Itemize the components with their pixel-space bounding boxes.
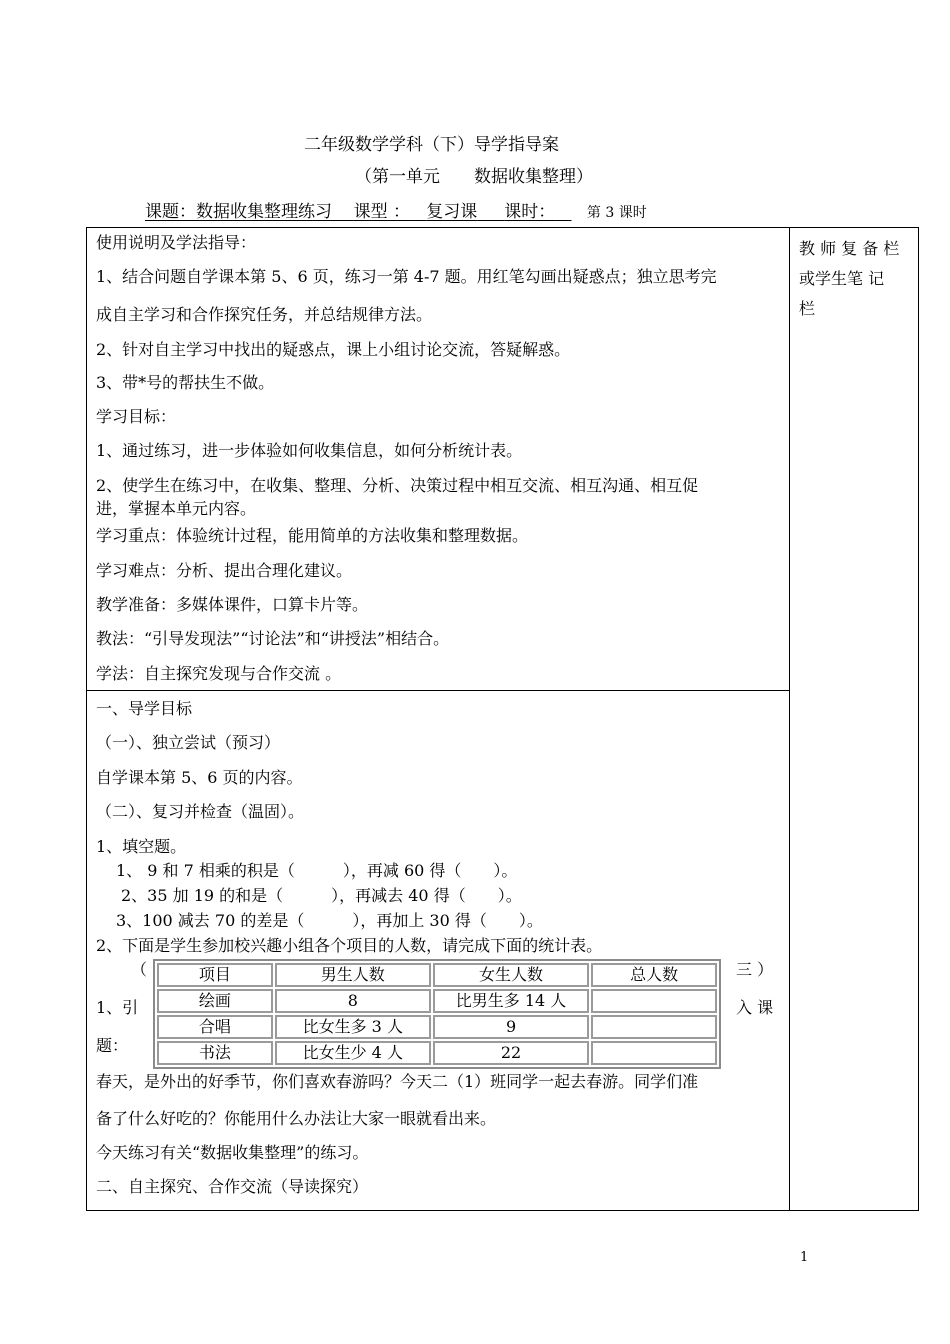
table-cell: 绘画: [157, 989, 273, 1013]
table-cell: 合唱: [157, 1015, 273, 1039]
teaching-method-line: 教法：“引导发现法”“讨论法”和“讲授法”相结合。: [96, 629, 450, 648]
table-row: [157, 1041, 717, 1065]
period-label: 课时：: [504, 202, 556, 222]
question-1: 1、 9 和 7 相乘的积是（ ），再减 60 得（ ）。: [116, 861, 518, 880]
table-header-row: [157, 963, 717, 987]
statistics-table: [153, 959, 721, 1069]
question-2: 2、35 加 19 的和是（ ），再减去 40 得（ ）。: [121, 886, 522, 905]
part2-heading: （二）、复习并检查（温固）。: [96, 802, 305, 821]
side-note-line: 栏: [799, 299, 816, 318]
instruction-line: 成自主学习和合作探究任务，并总结规律方法。: [96, 305, 433, 324]
side-note-column: [799, 234, 899, 324]
left-fragment: 题：: [96, 1036, 129, 1055]
guide-goal-heading: 一、导学目标: [96, 699, 193, 718]
frame-column-divider: [789, 227, 790, 1211]
frame-bottom-border: [86, 1210, 919, 1211]
learning-method-line: 学法：自主探究发现与合作交流 。: [96, 664, 342, 683]
period-value: 第 3 课时: [586, 205, 647, 221]
table-intro: 2、下面是学生参加校兴趣小组各个项目的人数，请完成下面的统计表。: [96, 936, 603, 955]
difficulty-line: 学习难点：分析、提出合理化建议。: [96, 561, 353, 580]
explore-heading: 二、自主探究、合作交流（导读探究）: [96, 1177, 369, 1196]
table-header-cell: 总人数: [591, 963, 717, 987]
goal-line: 进，掌握本单元内容。: [96, 499, 257, 518]
table-cell-total[interactable]: [591, 989, 717, 1013]
right-fragment: 入 课: [736, 998, 774, 1017]
goal-line: 2、使学生在练习中，在收集、整理、分析、决策过程中相互交流、相互沟通、相互促: [96, 476, 699, 495]
goals-heading: 学习目标：: [96, 407, 177, 426]
part1-heading: （一）、独立尝试（预习）: [96, 733, 281, 752]
frame-section-divider: [86, 690, 790, 691]
instruction-line: 2、针对自主学习中找出的疑惑点，课上小组讨论交流，答疑解惑。: [96, 340, 571, 359]
table-cell: 书法: [157, 1041, 273, 1065]
right-fragment: 三 ）: [736, 960, 774, 979]
document-title: 二年级数学学科（下）导学指导案: [304, 135, 559, 155]
type-label: 课型 ：: [353, 202, 411, 222]
table-row: [157, 1015, 717, 1039]
page-number: 1: [800, 1250, 809, 1265]
table-cell-total[interactable]: [591, 1015, 717, 1039]
left-fragment: （: [131, 960, 148, 979]
frame-right-border: [918, 227, 919, 1211]
paragraph-line: 春天，是外出的好季节，你们喜欢春游吗？今天二（1）班同学一起去春游。同学们准: [96, 1072, 699, 1091]
instructions-heading: 使用说明及学法指导：: [96, 233, 257, 252]
fill-blank-heading: 1、填空题。: [96, 837, 187, 856]
side-note-line: 教 师 复 备 栏: [799, 239, 900, 258]
table-row: [157, 989, 717, 1013]
unit-subtitle: （第一单元 数据收集整理）: [355, 167, 593, 187]
table-cell: 8: [275, 989, 431, 1013]
table-cell-total[interactable]: [591, 1041, 717, 1065]
key-point-line: 学习重点：体验统计过程，能用简单的方法收集和整理数据。: [96, 526, 529, 545]
table-cell: 22: [433, 1041, 589, 1065]
left-fragment: 1、引: [96, 998, 139, 1017]
table-cell: 比女生少 4 人: [275, 1041, 431, 1065]
table-cell: 9: [433, 1015, 589, 1039]
type-value: 复习课: [426, 202, 478, 222]
table-cell: 比女生多 3 人: [275, 1015, 431, 1039]
paragraph-line: 今天练习有关“数据收集整理”的练习。: [96, 1143, 369, 1162]
table-cell: 比男生多 14 人: [433, 989, 589, 1013]
paragraph-line: 备了什么好吃的？你能用什么办法让大家一眼就看出来。: [96, 1109, 497, 1128]
goal-line: 1、通过练习，进一步体验如何收集信息，如何分析统计表。: [96, 441, 523, 460]
preparation-line: 教学准备：多媒体课件，口算卡片等。: [96, 595, 369, 614]
table-header-cell: 男生人数: [275, 963, 431, 987]
instruction-line: 3、带*号的帮扶生不做。: [96, 373, 275, 392]
frame-top-border: [86, 227, 919, 228]
lesson-info-line: [145, 197, 647, 222]
frame-left-border: [86, 227, 87, 1211]
part1-text: 自学课本第 5、6 页的内容。: [96, 768, 303, 787]
side-note-line: 或学生笔 记: [799, 269, 885, 288]
question-3: 3、100 减去 70 的差是（ ），再加上 30 得（ ）。: [116, 911, 543, 930]
table-header-cell: 女生人数: [433, 963, 589, 987]
instruction-line: 1、结合问题自学课本第 5、6 页，练习一第 4-7 题。用红笔勾画出疑惑点；独立思考完: [96, 267, 717, 286]
lesson-label: 课题：: [145, 202, 196, 222]
lesson-topic: 数据收集整理练习: [196, 202, 332, 222]
table-header-cell: 项目: [157, 963, 273, 987]
